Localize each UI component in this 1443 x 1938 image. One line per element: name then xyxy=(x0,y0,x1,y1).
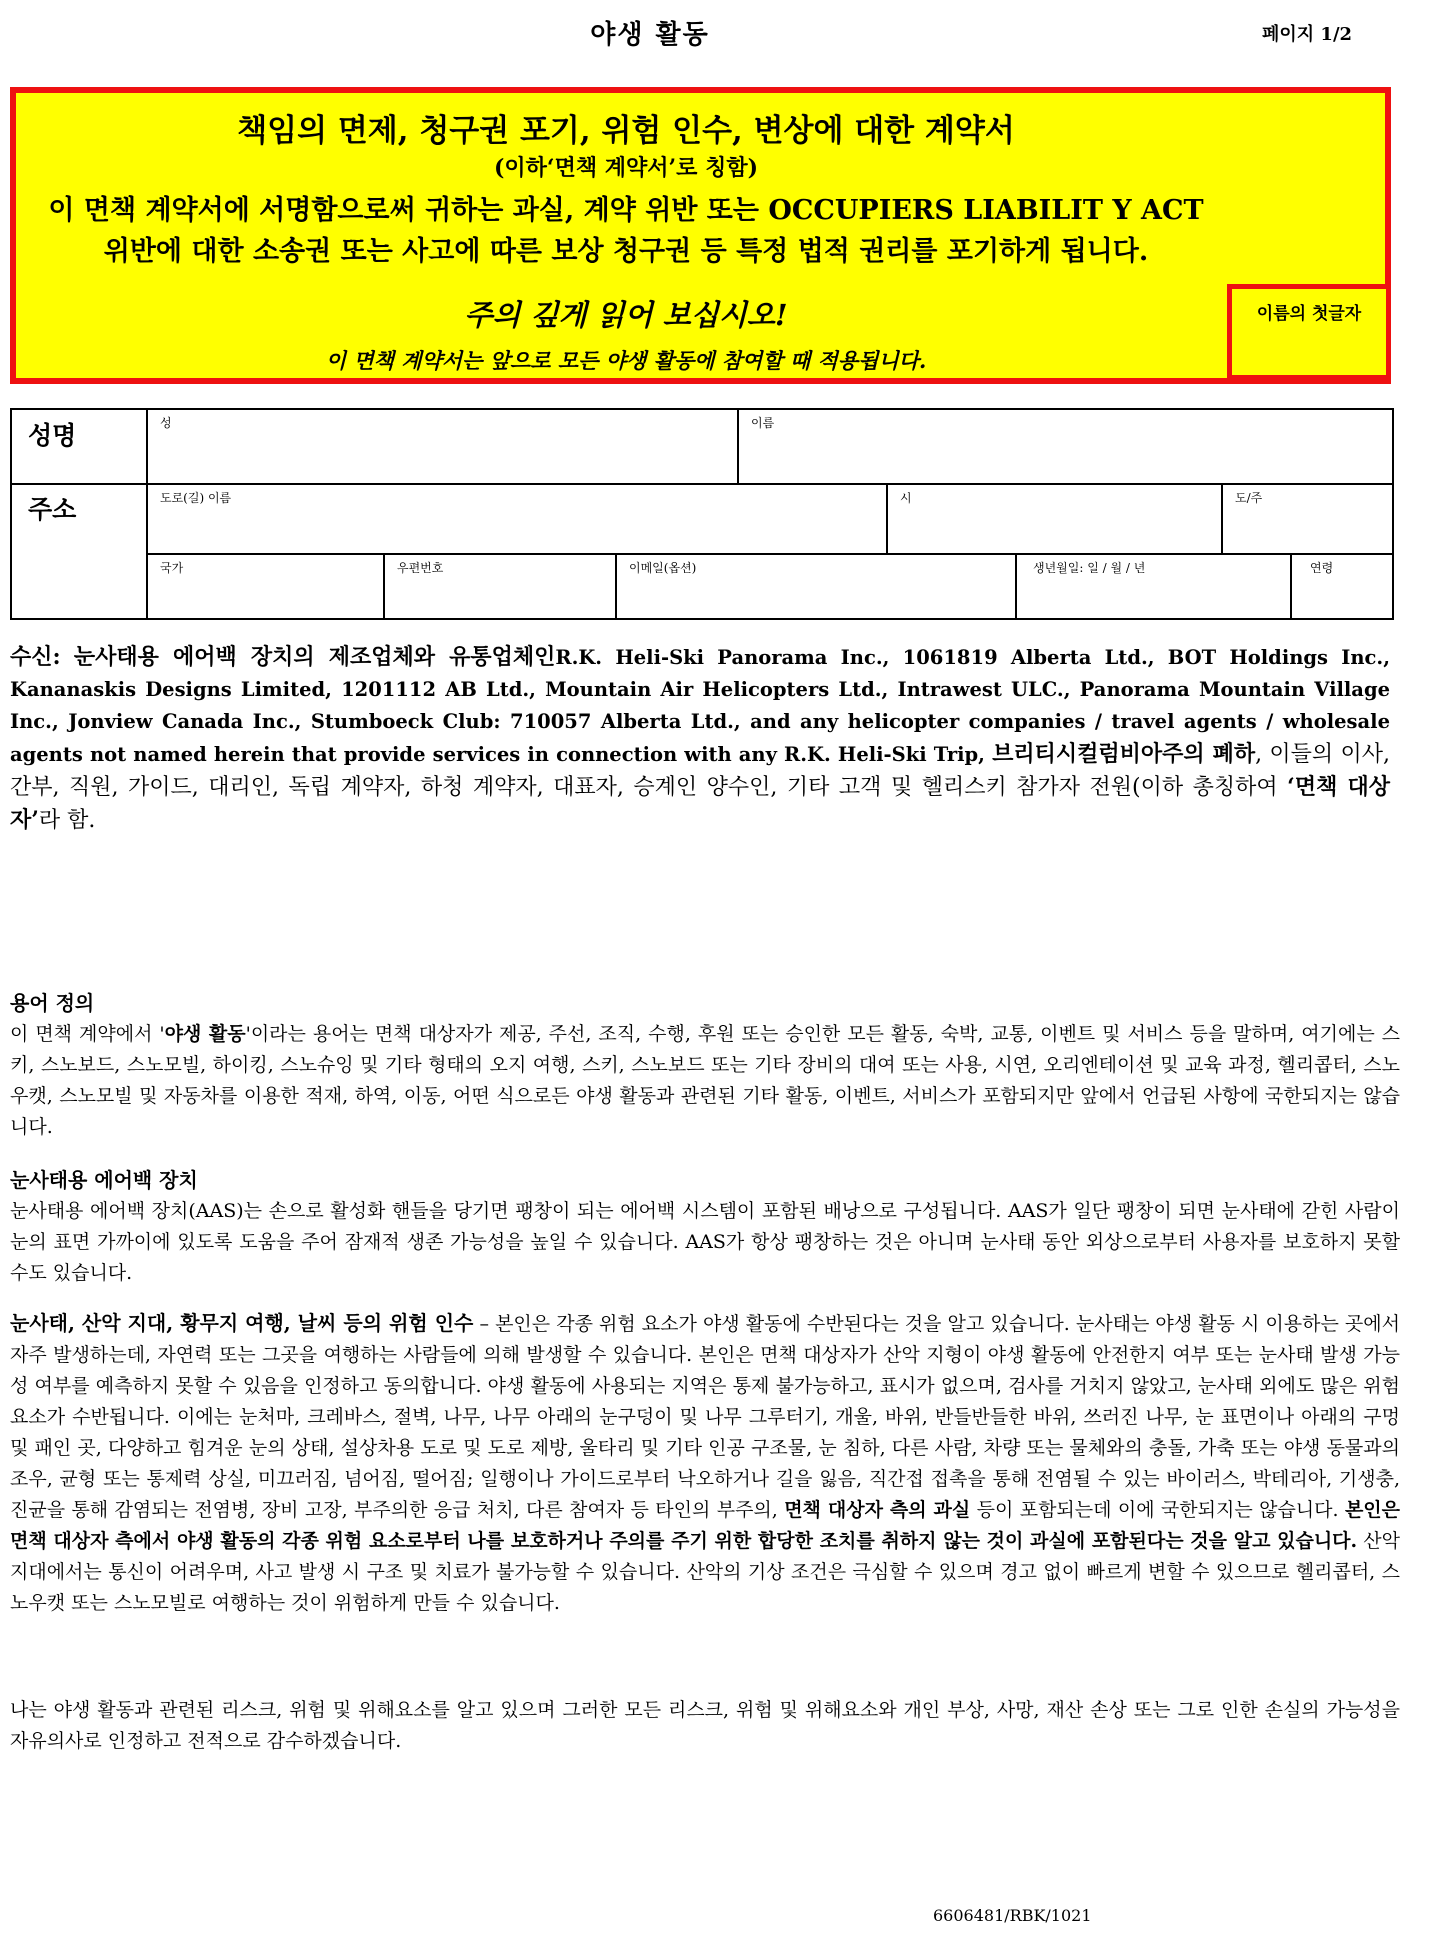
definitions-text xyxy=(10,1019,1400,1143)
definitions-section xyxy=(10,988,1400,1143)
postal-code-label: 우편번호 xyxy=(397,561,444,575)
agreement-subtitle: (이하‘면책 계약서’로 칭함) xyxy=(494,155,758,181)
acceptance-section xyxy=(10,1695,1400,1757)
applies-notice: 이 면책 계약서는 앞으로 모든 야생 활동에 참여할 때 적용됩니다. xyxy=(325,348,927,373)
recipients-label: 수신: xyxy=(10,644,61,670)
acceptance-text: 나는 야생 활동과 관련된 리스크, 위험 및 위해요소를 알고 있으며 그러한 모든 리스크, 위험 및 위해요소와 개인 부상, 사망, 재산 손상 또는 그로 인한 손실의 가능성을 자유의사로 인정하고 전적으로 감수하겠습니다. xyxy=(10,1699,1400,1752)
street-field[interactable] xyxy=(148,485,886,553)
city-field[interactable] xyxy=(888,485,1221,553)
risks-text-2: 등이 포함되는데 이에 국한되지는 않습니다. xyxy=(970,1499,1345,1521)
dob-label: 생년월일: 일 / 월 / 년 xyxy=(1033,561,1146,575)
last-name-label: 성 xyxy=(160,416,172,430)
releasees-negligence: 면책 대상자 측의 과실 xyxy=(784,1499,971,1521)
airbag-section xyxy=(10,1165,1400,1289)
participant-form xyxy=(10,408,1394,620)
airbag-text: 눈사태용 에어백 장치(AAS)는 손으로 활성화 핸들을 당기면 팽창이 되는 에어백 시스템이 포함된 배낭으로 구성됩니다. AAS가 일단 팽창이 되면 눈사태에 갇힌 사람이 눈의 표면 가까이에 있도록 도움을 주어 잠재적 생존 가능성을 높일 수 있습니다. AAS가 항상 팽창하는 것은 아니며 눈사태 동안 외상으로부터 사용자를 보호하지 못할 수도 있습니다. xyxy=(10,1200,1400,1284)
recipients-end: 라 함. xyxy=(38,808,96,833)
definitions-text-1: 이 면책 계약에서 ' xyxy=(10,1023,165,1045)
initials-box[interactable] xyxy=(1227,284,1391,380)
email-label: 이메일(옵션) xyxy=(629,561,697,575)
country-field[interactable] xyxy=(148,555,383,618)
province-label: 도/주 xyxy=(1235,491,1263,505)
recipients-airbag-makers: 눈사태용 에어백 장치의 제조업체와 유통업체인 xyxy=(73,644,556,670)
postal-code-field[interactable] xyxy=(385,555,615,618)
read-carefully-notice: 주의 깊게 읽어 보십시오! xyxy=(464,298,788,332)
first-name-field[interactable] xyxy=(739,410,1392,483)
recipients-company-list: R.K. Heli-Ski Panorama Inc., 1061819 Alberta Ltd., BOT Holdings Inc., Kananaskis Designs Limited, 1201112 AB Ltd., Mountain Air Helicopters Ltd., Intrawest ULC., Panorama Mountain Village Inc., Jonview Canada Inc., Stumboeck Club: 710057 Alberta Ltd., and any helicopter companies / travel agents / wholesale agents not named herein that provide services in connection with any R.K. Heli-Ski Trip, xyxy=(10,646,1390,766)
warning-box xyxy=(10,87,1391,384)
city-label: 시 xyxy=(900,491,912,505)
recipients-others: , 이들의 이사, 간부, 직원, 가이드, 대리인, 독립 계약자, 하청 계약자, 대표자, 승계인 양수인, 기타 고객 및 헬리스키 참가자 전원(이하 총칭하여 xyxy=(10,742,1391,800)
recipients-crown: 브리티시컬럼비아주의 폐하 xyxy=(992,741,1256,767)
releasees-term: ‘면책 대상자’ xyxy=(10,774,1391,833)
age-field[interactable] xyxy=(1292,555,1392,618)
page-number: 페이지 1/2 xyxy=(1262,24,1353,45)
age-label: 연령 xyxy=(1310,561,1334,575)
definitions-title: 용어 정의 xyxy=(10,991,95,1015)
airbag-title: 눈사태용 에어백 장치 xyxy=(10,1168,198,1192)
risks-title: 눈사태, 산악 지대, 황무지 여행, 날씨 등의 위험 인수 xyxy=(10,1311,474,1335)
document-code: 6606481/RBK/1021 xyxy=(933,1906,1092,1925)
country-label: 국가 xyxy=(160,561,184,575)
risks-section xyxy=(10,1308,1400,1619)
street-label: 도로(길) 이름 xyxy=(160,491,232,505)
page-title: 야생 활동 xyxy=(590,20,710,50)
initials-label: 이름의 첫글자 xyxy=(1256,304,1362,324)
last-name-field[interactable] xyxy=(148,410,737,483)
dob-field[interactable] xyxy=(1017,555,1290,618)
recipients-paragraph xyxy=(10,641,1390,837)
name-row-label: 성명 xyxy=(28,421,77,450)
email-field[interactable] xyxy=(617,555,1015,618)
risks-text-1: – 본인은 각종 위험 요소가 야생 활동에 수반된다는 것을 알고 있습니다. 눈사태는 야생 활동 시 이용하는 곳에서 자주 발생하는데, 자연력 또는 그곳을 여행하는 사람들에 의해 발생할 수 있습니다. 본인은 면책 대상자가 산악 지형이 야생 활동에 안전한지 여부 또는 눈사태 발생 가능성 여부를 예측하지 못할 수 있음을 인정하고 동의합니다. 야생 활동에 사용되는 지역은 통제 불가능하고, 표시가 없으며, 검사를 거치지 않았고, 눈사태 외에도 많은 위험 요소가 수반됩니다. 이에는 눈처마, 크레바스, 절벽, 나무, 나무 아래의 눈구덩이 및 나무 그루터기, 개울, 바위, 반들반들한 바위, 쓰러진 나무, 눈 표면이나 아래의 구멍 및 패인 곳, 다양하고 힘겨운 눈의 상태, 설상차용 도로 및 도로 제방, 울타리 및 기타 인공 구조물, 눈 침하, 다른 사람, 차량 또는 물체와의 충돌, 가축 또는 야생 동물과의 조우, 균형 또는 통제력 상실, 미끄러짐, 넘어짐, 떨어짐; 일행이나 가이드로부터 낙오하거나 길을 잃음, 직간접 접촉을 통해 전염될 수 있는 바이러스, 박테리아, 기생충, 진균을 통해 감염되는 전염병, 장비 고장, 부주의한 응급 처치, 다른 참여자 등 타인의 부주의, xyxy=(10,1313,1400,1521)
warning-text-2: 위반에 대한 소송권 또는 사고에 따른 보상 청구권 등 특정 법적 권리를 포기하게 됩니다. xyxy=(103,236,1149,267)
warning-text-1: 이 면책 계약서에 서명함으로써 귀하는 과실, 계약 위반 또는 OCCUPIERS LIABILIT Y ACT xyxy=(48,195,1204,226)
wilderness-activities-term: 야생 활동 xyxy=(164,1023,246,1045)
address-row-label: 주소 xyxy=(28,495,77,524)
first-name-label: 이름 xyxy=(751,416,775,430)
province-field[interactable] xyxy=(1223,485,1392,553)
definitions-text-2: '이라는 용어는 면책 대상자가 제공, 주선, 조직, 수행, 후원 또는 승인한 모든 활동, 숙박, 교통, 이벤트 및 서비스 등을 말하며, 여기에는 스키, 스노보드, 스노모빌, 하이킹, 스노슈잉 및 기타 형태의 오지 여행, 스키, 스노보드 또는 기타 장비의 대여 또는 사용, 시연, 오리엔테이션 및 교육 과정, 헬리콥터, 스노우캣, 스노모빌 및 자동차를 이용한 적재, 하역, 이동, 어떤 식으로든 야생 활동과 관련된 기타 활동, 이벤트, 서비스가 포함되지만 앞에서 언급된 사항에 국한되지는 않습니다. xyxy=(10,1023,1400,1138)
negligence-acknowledgement: 본인은 면책 대상자 측에서 야생 활동의 각종 위험 요소로부터 나를 보호하거나 주의를 주기 위한 합당한 조치를 취하지 않는 것이 과실에 포함된다는 것을 알고 있습니다. xyxy=(10,1499,1400,1552)
risks-text-3: 산악 지대에서는 통신이 어려우며, 사고 발생 시 구조 및 치료가 불가능할 수 있습니다. 산악의 기상 조건은 극심할 수 있으며 경고 없이 빠르게 변할 수 있으므로 헬리콥터, 스노우캣 또는 스노모빌로 여행하는 것이 위험하게 만들 수 있습니다. xyxy=(10,1530,1400,1614)
agreement-title: 책임의 면제, 청구권 포기, 위험 인수, 변상에 대한 계약서 xyxy=(237,113,1015,149)
